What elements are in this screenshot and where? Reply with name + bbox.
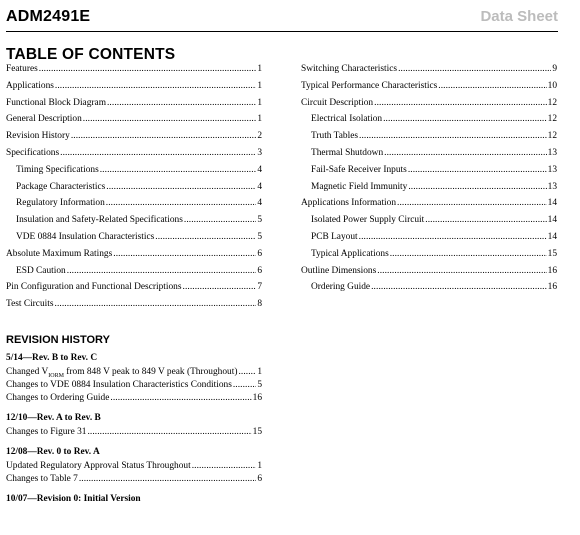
toc-entry-title: Functional Block Diagram (6, 97, 106, 108)
revision-history (6, 350, 262, 508)
toc-entry-page: 1 (257, 80, 262, 91)
revision-change-item (6, 461, 262, 474)
toc-entry-title: Regulatory Information (16, 198, 105, 209)
toc-entry-absolute-maximum-ratings[interactable] (6, 249, 262, 266)
toc-entry-thermal-shutdown[interactable] (301, 148, 557, 165)
dot-leader (83, 114, 257, 124)
toc-entry-esd-caution[interactable] (6, 266, 262, 283)
toc-entry-electrical-isolation[interactable] (301, 114, 557, 131)
dot-leader (155, 232, 256, 242)
toc-entry-title: Applications Information (301, 198, 397, 209)
toc-entry-general-description[interactable] (6, 114, 262, 131)
revision-change-page: 5 (257, 380, 262, 390)
revision-change-page: 15 (252, 427, 262, 437)
toc-title: TABLE OF CONTENTS (6, 46, 176, 63)
toc-entry-title: Timing Specifications (16, 164, 99, 175)
toc-entry-page: 6 (257, 248, 262, 259)
dot-leader (408, 165, 547, 175)
toc-entry-page: 5 (257, 231, 262, 242)
dot-leader (425, 215, 546, 225)
dot-leader (107, 98, 256, 108)
toc-entry-page: 13 (547, 164, 557, 175)
toc-entry-title: General Description (6, 114, 82, 125)
toc-entry-page: 5 (257, 215, 262, 226)
toc-entry-page: 1 (257, 64, 262, 74)
toc-entry-page: 4 (257, 198, 262, 209)
toc-entry-revision-history[interactable] (6, 131, 262, 148)
toc-entry-title: Typical Performance Characteristics (301, 80, 438, 91)
toc-entry-title: Isolated Power Supply Circuit (311, 215, 425, 226)
revision-history-title: REVISION HISTORY (6, 334, 110, 346)
toc-entry-title: Applications (6, 80, 54, 91)
revision-change-item (6, 427, 262, 440)
toc-entry-page: 14 (547, 231, 557, 242)
toc-entry-functional-block-diagram[interactable] (6, 98, 262, 115)
part-number: ADM2491E (6, 8, 91, 25)
toc-entry-page: 16 (547, 282, 557, 293)
revision-heading: 12/10—Rev. A to Rev. B (6, 413, 101, 423)
dot-leader (390, 249, 547, 259)
toc-entry-page: 16 (547, 265, 557, 276)
toc-entry-page: 14 (547, 198, 557, 209)
dot-leader (106, 182, 256, 192)
toc-entry-title: Circuit Description (301, 97, 374, 108)
toc-entry-timing-specifications[interactable] (6, 165, 262, 182)
dot-leader (192, 461, 257, 471)
toc-entry-applications[interactable] (6, 81, 262, 98)
toc-entry-title: Electrical Isolation (311, 114, 383, 125)
change-text-continued: from 848 V peak to 849 V peak (Throughout) (63, 367, 238, 377)
toc-entry-title: ESD Caution (16, 265, 66, 276)
toc-entry-page: 4 (257, 164, 262, 175)
dot-leader (408, 182, 546, 192)
revision-change-text (6, 461, 191, 471)
revision-change-page: 16 (252, 393, 262, 403)
dot-leader (106, 198, 257, 208)
dot-leader (398, 64, 551, 74)
change-text-main: Changed V (6, 367, 49, 377)
dot-leader (383, 114, 547, 124)
toc-entry-page: 13 (547, 147, 557, 158)
dot-leader (60, 148, 256, 158)
toc-entry-title: Ordering Guide (311, 282, 371, 293)
toc-entry-title: Revision History (6, 131, 70, 142)
page-header (6, 6, 558, 32)
dot-leader (233, 380, 256, 390)
dot-leader (100, 165, 257, 175)
toc-entry-fail-safe-receiver-inputs[interactable] (301, 165, 557, 182)
toc-entry-title: Truth Tables (311, 131, 359, 142)
toc-entry-title: Insulation and Safety-Related Specifications (16, 215, 183, 226)
toc-entry-page: 9 (552, 64, 557, 74)
toc-entry-vde-0884-insulation-characteristics[interactable] (6, 232, 262, 249)
revision-change-item (6, 367, 262, 380)
dot-leader (438, 81, 546, 91)
toc-entry-page: 3 (257, 147, 262, 158)
change-text-main: Updated Regulatory Approval Status Throughout (6, 461, 191, 471)
toc-entry-truth-tables[interactable] (301, 131, 557, 148)
toc-entry-regulatory-information[interactable] (6, 198, 262, 215)
toc-entry-title: Fail-Safe Receiver Inputs (311, 164, 407, 175)
revision-change-page: 6 (257, 474, 262, 484)
dot-leader (71, 131, 257, 141)
toc-entry-features[interactable] (6, 64, 262, 81)
revision-heading: 12/08—Rev. 0 to Rev. A (6, 447, 100, 457)
toc-entry-title: Absolute Maximum Ratings (6, 248, 113, 259)
dot-leader (238, 367, 256, 377)
dot-leader (377, 266, 546, 276)
toc-entry-specifications[interactable] (6, 148, 262, 165)
change-text-subscript: IORM (48, 372, 64, 379)
toc-entry-package-characteristics[interactable] (6, 182, 262, 199)
dot-leader (55, 299, 257, 309)
revision-change-text (6, 367, 237, 379)
revision-change-item (6, 393, 262, 406)
toc-entry-page: 1 (257, 114, 262, 125)
toc-entry-title: Typical Applications (311, 248, 389, 259)
change-text-main: Changes to Ordering Guide (6, 393, 110, 403)
toc-entry-page: 6 (257, 265, 262, 276)
toc-entry-typical-performance-characteristics[interactable] (301, 81, 557, 98)
dot-leader (184, 215, 256, 225)
toc-entry-title: Outline Dimensions (301, 265, 377, 276)
toc-entry-magnetic-field-immunity[interactable] (301, 182, 557, 199)
revision-change-page: 1 (257, 367, 262, 377)
toc-entry-title: VDE 0884 Insulation Characteristics (16, 231, 155, 242)
revision-change-text (6, 393, 109, 403)
revision-change-text (6, 427, 86, 437)
toc-entry-title: Pin Configuration and Functional Descriptions (6, 282, 182, 293)
revision-heading: 10/07—Revision 0: Initial Version (6, 494, 141, 504)
toc-entry-page: 12 (547, 97, 557, 108)
toc-entry-title: PCB Layout (311, 231, 358, 242)
dot-leader (374, 98, 547, 108)
dot-leader (113, 249, 256, 259)
toc-entry-title: Thermal Shutdown (311, 147, 384, 158)
dot-leader (39, 64, 257, 74)
document-type: Data Sheet (480, 8, 558, 25)
dot-leader (183, 282, 257, 292)
toc-entry-test-circuits[interactable] (6, 299, 262, 316)
toc-entry-pcb-layout[interactable] (301, 232, 557, 249)
dot-leader (384, 148, 546, 158)
toc-entry-switching-characteristics[interactable] (301, 64, 557, 81)
toc-entry-title: Specifications (6, 147, 60, 158)
dot-leader (87, 427, 251, 437)
toc-entry-page: 10 (547, 80, 557, 91)
toc-entry-title: Package Characteristics (16, 181, 106, 192)
toc-entry-page: 12 (547, 114, 557, 125)
toc-entry-title: Test Circuits (6, 299, 54, 310)
dot-leader (110, 393, 251, 403)
toc-entry-title: Switching Characteristics (301, 64, 398, 74)
toc-entry-page: 15 (547, 248, 557, 259)
toc-entry-page: 2 (257, 131, 262, 142)
toc-entry-isolated-power-supply-circuit[interactable] (301, 215, 557, 232)
dot-leader (55, 81, 256, 91)
toc-entry-page: 4 (257, 181, 262, 192)
toc-entry-title: Magnetic Field Immunity (311, 181, 408, 192)
toc-entry-typical-applications[interactable] (301, 249, 557, 266)
revision-change-item (6, 474, 262, 487)
change-text-main: Changes to VDE 0884 Insulation Characteristics Conditions (6, 380, 232, 390)
dot-leader (371, 282, 547, 292)
toc-entry-page: 8 (257, 299, 262, 310)
revision-change-item (6, 380, 262, 393)
toc-entry-page: 7 (257, 282, 262, 293)
toc-entry-insulation-and-safety-related-specifications[interactable] (6, 215, 262, 232)
toc-entry-pin-configuration-and-functional-descriptions[interactable] (6, 282, 262, 299)
toc-entry-page: 14 (547, 215, 557, 226)
dot-leader (67, 266, 257, 276)
revision-change-text (6, 380, 232, 390)
toc-entry-page: 12 (547, 131, 557, 142)
dot-leader (359, 131, 547, 141)
dot-leader (397, 198, 547, 208)
revision-change-text (6, 474, 78, 484)
revision-change-page: 1 (257, 461, 262, 471)
toc-right-column (301, 64, 557, 299)
toc-entry-circuit-description[interactable] (301, 98, 557, 115)
toc-entry-applications-information[interactable] (301, 198, 557, 215)
toc-entry-ordering-guide[interactable] (301, 282, 557, 299)
toc-entry-page: 1 (257, 97, 262, 108)
change-text-main: Changes to Table 7 (6, 474, 78, 484)
toc-entry-page: 13 (547, 181, 557, 192)
change-text-main: Changes to Figure 31 (6, 427, 87, 437)
toc-entry-title: Features (6, 64, 38, 74)
dot-leader (79, 474, 256, 484)
dot-leader (359, 232, 547, 242)
revision-heading: 5/14—Rev. B to Rev. C (6, 353, 98, 363)
toc-left-column (6, 64, 262, 316)
toc-entry-outline-dimensions[interactable] (301, 266, 557, 283)
